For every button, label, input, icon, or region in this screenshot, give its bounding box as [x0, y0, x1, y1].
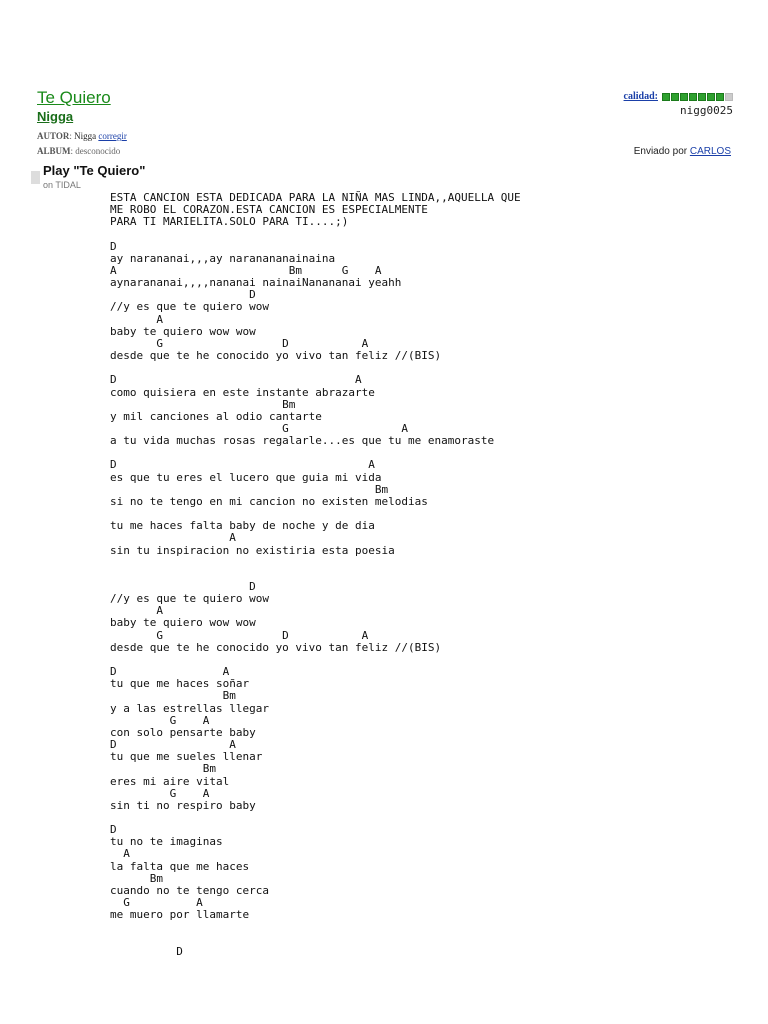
album-value: desconocido [75, 146, 121, 156]
tidal-label: on TIDAL [43, 180, 81, 190]
author-label: AUTOR [37, 131, 70, 141]
author-value: Nigga [74, 131, 97, 141]
author-row: AUTOR: Nigga corregir [37, 131, 127, 141]
song-title[interactable]: Te Quiero [37, 88, 111, 107]
album-row: ALBUM: desconocido [37, 146, 121, 156]
rating-dot [689, 93, 697, 101]
rating-dot [707, 93, 715, 101]
album-label: ALBUM [37, 146, 71, 156]
play-icon[interactable] [31, 171, 40, 184]
rating-dots [662, 93, 733, 101]
quality-label[interactable]: calidad: [623, 91, 658, 102]
play-button[interactable]: Play "Te Quiero" [43, 163, 146, 178]
username: nigg0025 [680, 104, 733, 117]
quality-rating [624, 91, 733, 102]
rating-dot [698, 93, 706, 101]
rating-dot [680, 93, 688, 101]
sent-by-author-link[interactable]: CARLOS [689, 146, 731, 157]
rating-dot [725, 93, 733, 101]
sent-by [634, 146, 731, 157]
rating-dot [662, 93, 670, 101]
sent-by-label: Enviado por [633, 146, 688, 157]
rating-dot [671, 93, 679, 101]
lyrics-chords: ESTA CANCION ESTA DEDICADA PARA LA NIÑA MAS LINDA,,AQUELLA QUE ME ROBO EL CORAZON.ESTA CANCION ES ESPECIALMENTE PARA TI MARIELITA.SOLO PARA TI....;) D ay narananai,,,ay naranananainaina A Bm G A aynarananai,,,,nananai nainaiNanananai yeahh D //y es que te quiero wow A baby te quiero wow wow G D A desde que te he conocido yo vivo tan feliz //(BIS) D A como quisiera en este instante abrazarte Bm y mil canciones al odio cantarte G A a tu vida muchas rosas regalarle...es que tu me enamoraste D A es que tu eres el lucero que guia mi vida Bm si no te tengo en mi cancion no existen melodias tu me haces falta baby de noche y de dia A sin tu inspiracion no existiria esta poesia D //y es que te quiero wow A baby te quiero wow wow G D A desde que te he conocido yo vivo tan feliz //(BIS) D A tu que me haces soñar Bm y a las estrellas llegar G A con solo pensarte baby D A tu que me sueles llenar Bm eres mi aire vital G A sin ti no respiro baby D tu no te imaginas A la falta que me haces Bm cuando no te tengo cerca G A me muero por llamarte D [110, 191, 521, 958]
correct-link[interactable]: corregir [98, 131, 127, 141]
artist-link[interactable]: Nigga [37, 109, 74, 124]
rating-dot [716, 93, 724, 101]
